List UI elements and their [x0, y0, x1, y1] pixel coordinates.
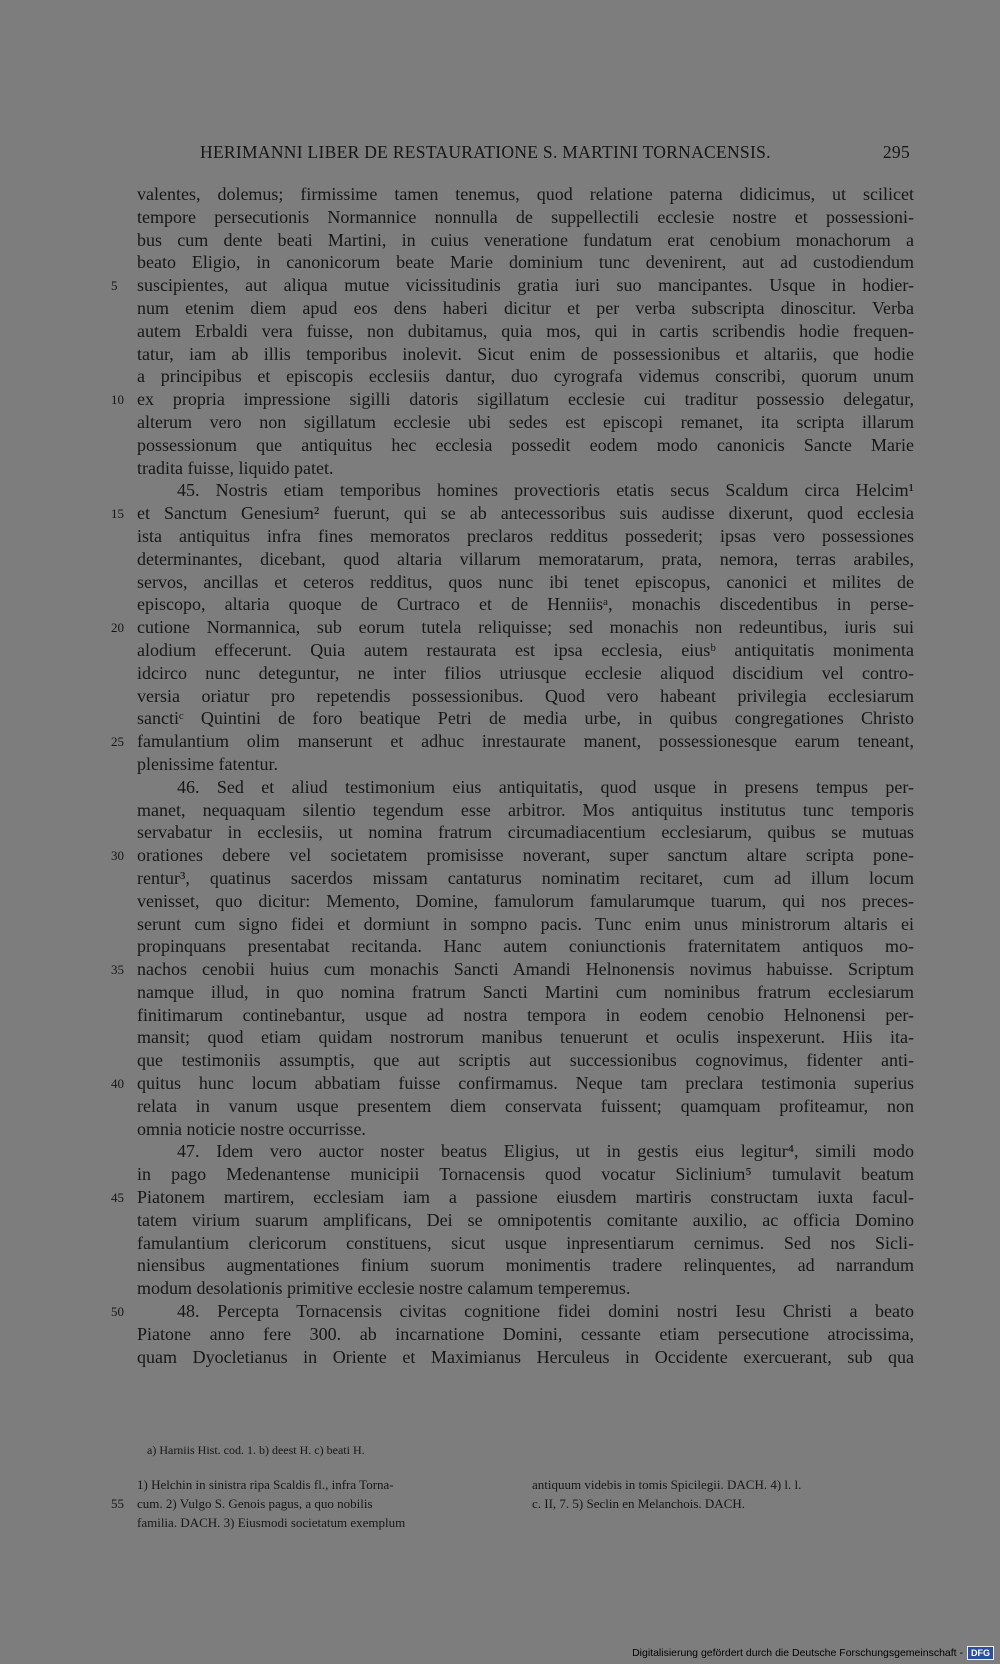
main-text: [111, 183, 914, 1368]
line-text: bus cum dente beati Martini, in cuius veneratione fundatum erat cenobium monachorum a: [137, 229, 914, 250]
text-line: [137, 229, 914, 252]
footnote-line: [137, 1475, 522, 1494]
line-text: suscipientes, aut aliqua mutue vicissitudinis gratia iuri suo mancipantes. Usque in hodier-: [137, 275, 914, 296]
line-text: num etenim diem apud eos dens haberi dicitur et per verba subscripta dinoscitur. Verba: [137, 297, 914, 318]
line-text: rentur³, quatinus sacerdos missam cantaturus nominatim recitaret, cum ad illum locum: [137, 867, 914, 888]
text-line: [137, 1232, 914, 1255]
header-title: HERIMANNI LIBER DE RESTAURATIONE S. MARTINI TORNACENSIS.: [200, 142, 771, 162]
line-text: alterum vero non sigillatum ecclesie ubi sedes est episcopi remanet, ita scripta illarum: [137, 411, 914, 432]
text-line: [137, 981, 914, 1004]
text-line: [137, 548, 914, 571]
text-line: [137, 479, 914, 502]
line-text: episcopo, altaria quoque de Curtraco et de Henniisᵃ, monachis discedentibus in perse-: [137, 594, 914, 615]
text-line: [137, 206, 914, 229]
text-line: [137, 662, 914, 685]
line-text: ista antiquitus infra fines memoratos preclaros redditus possederit; ipsas vero possessiones: [137, 525, 914, 546]
line-text: niensibus augmentationes finium suorum monimentis tradere relinquentes, ad narrandum: [137, 1255, 914, 1276]
line-text: servos, ancillas et ceteros redditus, quos nunc ibi tenet episcopus, canonici et milites de: [137, 571, 914, 592]
text-line: [137, 890, 914, 913]
line-text: ex propria impressione sigilli datoris sigillatum ecclesie cui traditur possessio delegatur,: [137, 389, 914, 410]
text-line: [137, 935, 914, 958]
footnotes-right-column: [532, 1475, 917, 1513]
footnote-line: [111, 1494, 522, 1513]
text-line: [137, 1095, 914, 1118]
line-number: 45: [111, 1190, 124, 1206]
line-text: quitus hunc locum abbatiam fuisse confirmamus. Neque tam preclara testimonia superius: [137, 1073, 914, 1094]
line-text: 48. Percepta Tornacensis civitas cognitione fidei domini nostri Iesu Christi a beato: [177, 1301, 914, 1322]
line-number: 30: [111, 848, 124, 864]
footnote-text: 1) Helchin in sinistra ripa Scaldis fl., infra Torna-: [137, 1477, 394, 1492]
text-line: [137, 457, 914, 480]
line-number: 5: [111, 278, 118, 294]
text-line: [111, 274, 914, 297]
footnotes-left-column: [111, 1475, 522, 1532]
line-text: namque illud, in quo nomina fratrum Sancti Martini cum nominibus fratrum ecclesiarum: [137, 981, 914, 1002]
text-line: [111, 1072, 914, 1095]
line-number: 10: [111, 392, 124, 408]
line-number: 25: [111, 734, 124, 750]
dfg-logo: DFG: [967, 1646, 994, 1660]
line-text: determinantes, dicebant, quod altaria villarum memoratarum, prata, nemora, terras arabiles,: [137, 548, 914, 569]
line-text: idcirco nunc deteguntur, ne inter filios utriusque ecclesie aliquod discidium vel contro-: [137, 662, 914, 683]
line-number: 15: [111, 506, 124, 522]
text-line: [111, 1300, 914, 1323]
line-text: modum desolationis primitive ecclesie nostre calamum temperemus.: [137, 1278, 631, 1299]
text-line: [137, 1254, 914, 1277]
funding-text: Digitalisierung gefördert durch die Deutsche Forschungsgemeinschaft -: [632, 1647, 963, 1659]
text-line: [137, 867, 914, 890]
line-text: famulantium clericorum constituens, sicut usque inpresentiarum cernimus. Sed nos Sicli-: [137, 1232, 914, 1253]
text-line: [137, 1277, 914, 1300]
line-text: finitimarum continebantur, usque ad nostra tempora in eodem cenobio Helnonensi per-: [137, 1004, 914, 1025]
line-text: venisset, quo dicitur: Memento, Domine, famulorum famularumque tuarum, qui nos preces-: [137, 890, 914, 911]
text-line: [137, 1163, 914, 1186]
line-text: tatem virium suarum amplificans, Dei se omnipotentis comitante auxilio, ac officia Domino: [137, 1209, 914, 1230]
line-text: manet, nequaquam silentio tegendum esse arbitror. Mos antiquitus institutus tunc temporis: [137, 799, 914, 820]
text-line: [137, 1346, 914, 1369]
text-line: [137, 913, 914, 936]
text-line: [137, 434, 914, 457]
text-line: [137, 525, 914, 548]
footnote-text: familia. DACH. 3) Eiusmodi societatum exemplum: [137, 1515, 406, 1530]
text-line: [137, 320, 914, 343]
text-line: [137, 343, 914, 366]
line-text: nachos cenobii huius cum monachis Sancti Amandi Helnonensis novimus habuisse. Scriptum: [137, 959, 914, 980]
line-text: beato Eligio, in canonicorum beate Marie dominium tunc devenirent, aut ad custodiendum: [137, 252, 914, 273]
running-header: [200, 142, 910, 163]
line-text: et Sanctum Genesium² fuerunt, qui se ab antecessoribus suis audisse dixerunt, quod ecclesia: [137, 503, 914, 524]
page-number: 295: [882, 142, 910, 162]
line-text: Piatonem martirem, ecclesiam iam a passione eiusdem martiris constructam iuxta facul-: [137, 1187, 914, 1208]
text-line: [137, 251, 914, 274]
critical-apparatus: a) Harniis Hist. cod. 1. b) deest H. c) beati H.: [147, 1443, 365, 1457]
text-line: [111, 844, 914, 867]
text-line: [137, 1118, 914, 1141]
text-line: [137, 1209, 914, 1232]
line-text: tatur, iam ab illis temporibus inolevit. Sicut enim de possessionibus et altariis, que hodie: [137, 343, 914, 364]
text-line: [137, 365, 914, 388]
line-text: tradita fuisse, liquido patet.: [137, 457, 334, 478]
text-line: [137, 297, 914, 320]
text-line: [137, 183, 914, 206]
text-line: [137, 593, 914, 616]
line-text: que testimoniis assumptis, que aut scriptis aut successionibus cognovimus, fidenter anti-: [137, 1050, 914, 1071]
line-text: autem Erbaldi vera fuisse, non dubitamus, quia mos, qui in cartis scribendis hodie frequen-: [137, 320, 914, 341]
line-text: plenissime fatentur.: [137, 753, 278, 774]
line-text: serunt cum signo fidei et dormiunt in sompno pacis. Tunc enim unus ministrorum altaris ei: [137, 913, 914, 934]
text-line: [137, 571, 914, 594]
text-line: [137, 753, 914, 776]
text-line: [137, 776, 914, 799]
text-line: [137, 1026, 914, 1049]
line-text: alodium effecerunt. Quia autem restaurata est ipsa ecclesia, eiusᵇ antiquitatis monimenta: [137, 639, 914, 660]
line-text: relata in vanum usque presentem diem conservata fuissent; quamquam profiteamur, non: [137, 1095, 914, 1116]
line-text: Piatone anno fere 300. ab incarnatione Domini, cessante etiam persecutione atrocissima,: [137, 1323, 914, 1344]
line-text: tempore persecutionis Normannice nonnulla de suppellectili ecclesie nostre et possessioni-: [137, 206, 914, 227]
line-text: cutione Normannica, sub eorum tutela reliquisse; sed monachis non redeuntibus, iuris sui: [137, 617, 914, 638]
text-line: [137, 1004, 914, 1027]
text-line: [137, 1323, 914, 1346]
line-text: orationes debere vel societatem promisisse noverant, super sanctum altare scripta pone-: [137, 845, 914, 866]
footnote-line: c. II, 7. 5) Seclin en Melanchois. DACH.: [532, 1496, 746, 1511]
text-line: [137, 411, 914, 434]
text-line: [111, 388, 914, 411]
line-text: versia oriatur pro repetendis possessionibus. Quod vero habeant privilegia ecclesiarum: [137, 685, 914, 706]
line-text: omnia noticie nostre occurrisse.: [137, 1118, 366, 1139]
footnote-line: [137, 1513, 522, 1532]
text-line: [137, 685, 914, 708]
line-text: 45. Nostris etiam temporibus homines provectioris etatis secus Scaldum circa Helcim¹: [177, 480, 914, 501]
footnote-line: antiquum videbis in tomis Spicilegii. DACH. 4) l. l.: [532, 1477, 802, 1492]
text-line: [111, 1186, 914, 1209]
text-line: [111, 958, 914, 981]
text-line: [137, 799, 914, 822]
text-line: [137, 639, 914, 662]
line-text: mansit; quod etiam quidam nostrorum manibus tenuerunt et oculis inspexerunt. Hiis ita-: [137, 1027, 914, 1048]
line-text: sanctiᶜ Quintini de foro beatique Petri de media urbe, in quibus congregationes Christo: [137, 708, 914, 729]
line-text: famulantium olim manserunt et adhuc inrestaurate manent, possessionesque earum teneant,: [137, 731, 914, 752]
line-number: 20: [111, 620, 124, 636]
line-text: a principibus et episcopis ecclesiis dantur, duo cyrografa videmus conscribi, quorum unum: [137, 366, 914, 387]
text-line: [137, 1140, 914, 1163]
text-line: [111, 616, 914, 639]
text-line: [111, 730, 914, 753]
text-line: [137, 707, 914, 730]
line-text: 47. Idem vero auctor noster beatus Eligius, ut in gestis eius legitur⁴, simili modo: [177, 1141, 914, 1162]
footnote-text: cum. 2) Vulgo S. Genois pagus, a quo nobilis: [137, 1496, 373, 1511]
text-line: [111, 502, 914, 525]
line-text: valentes, dolemus; firmissime tamen tenemus, quod relatione paterna didicimus, ut scilicet: [137, 184, 914, 204]
line-number: 50: [111, 1304, 124, 1320]
line-text: quam Dyocletianus in Oriente et Maximianus Herculeus in Occidente exercuerant, sub qua: [137, 1346, 914, 1367]
text-line: [137, 821, 914, 844]
line-number: 55: [111, 1496, 124, 1511]
line-text: propinquans presentabat recitanda. Hanc autem coniunctionis fraternitatem antiquos mo-: [137, 936, 914, 957]
line-number: 35: [111, 962, 124, 978]
line-text: 46. Sed et aliud testimonium eius antiquitatis, quod usque in presens tempus per-: [177, 776, 914, 797]
line-number: 40: [111, 1076, 124, 1092]
text-line: [137, 1049, 914, 1072]
line-text: servabatur in ecclesiis, ut nomina fratrum circumadiacentium ecclesiarum, quibus se mutuas: [137, 822, 914, 843]
line-text: possessionum que antiquitus hec ecclesia possedit eodem modo canonicis Sancte Marie: [137, 434, 914, 455]
funding-footer: [632, 1646, 994, 1660]
line-text: in pago Medenantense municipii Tornacensis quod vocatur Siclinium⁵ tumulavit beatum: [137, 1164, 914, 1185]
